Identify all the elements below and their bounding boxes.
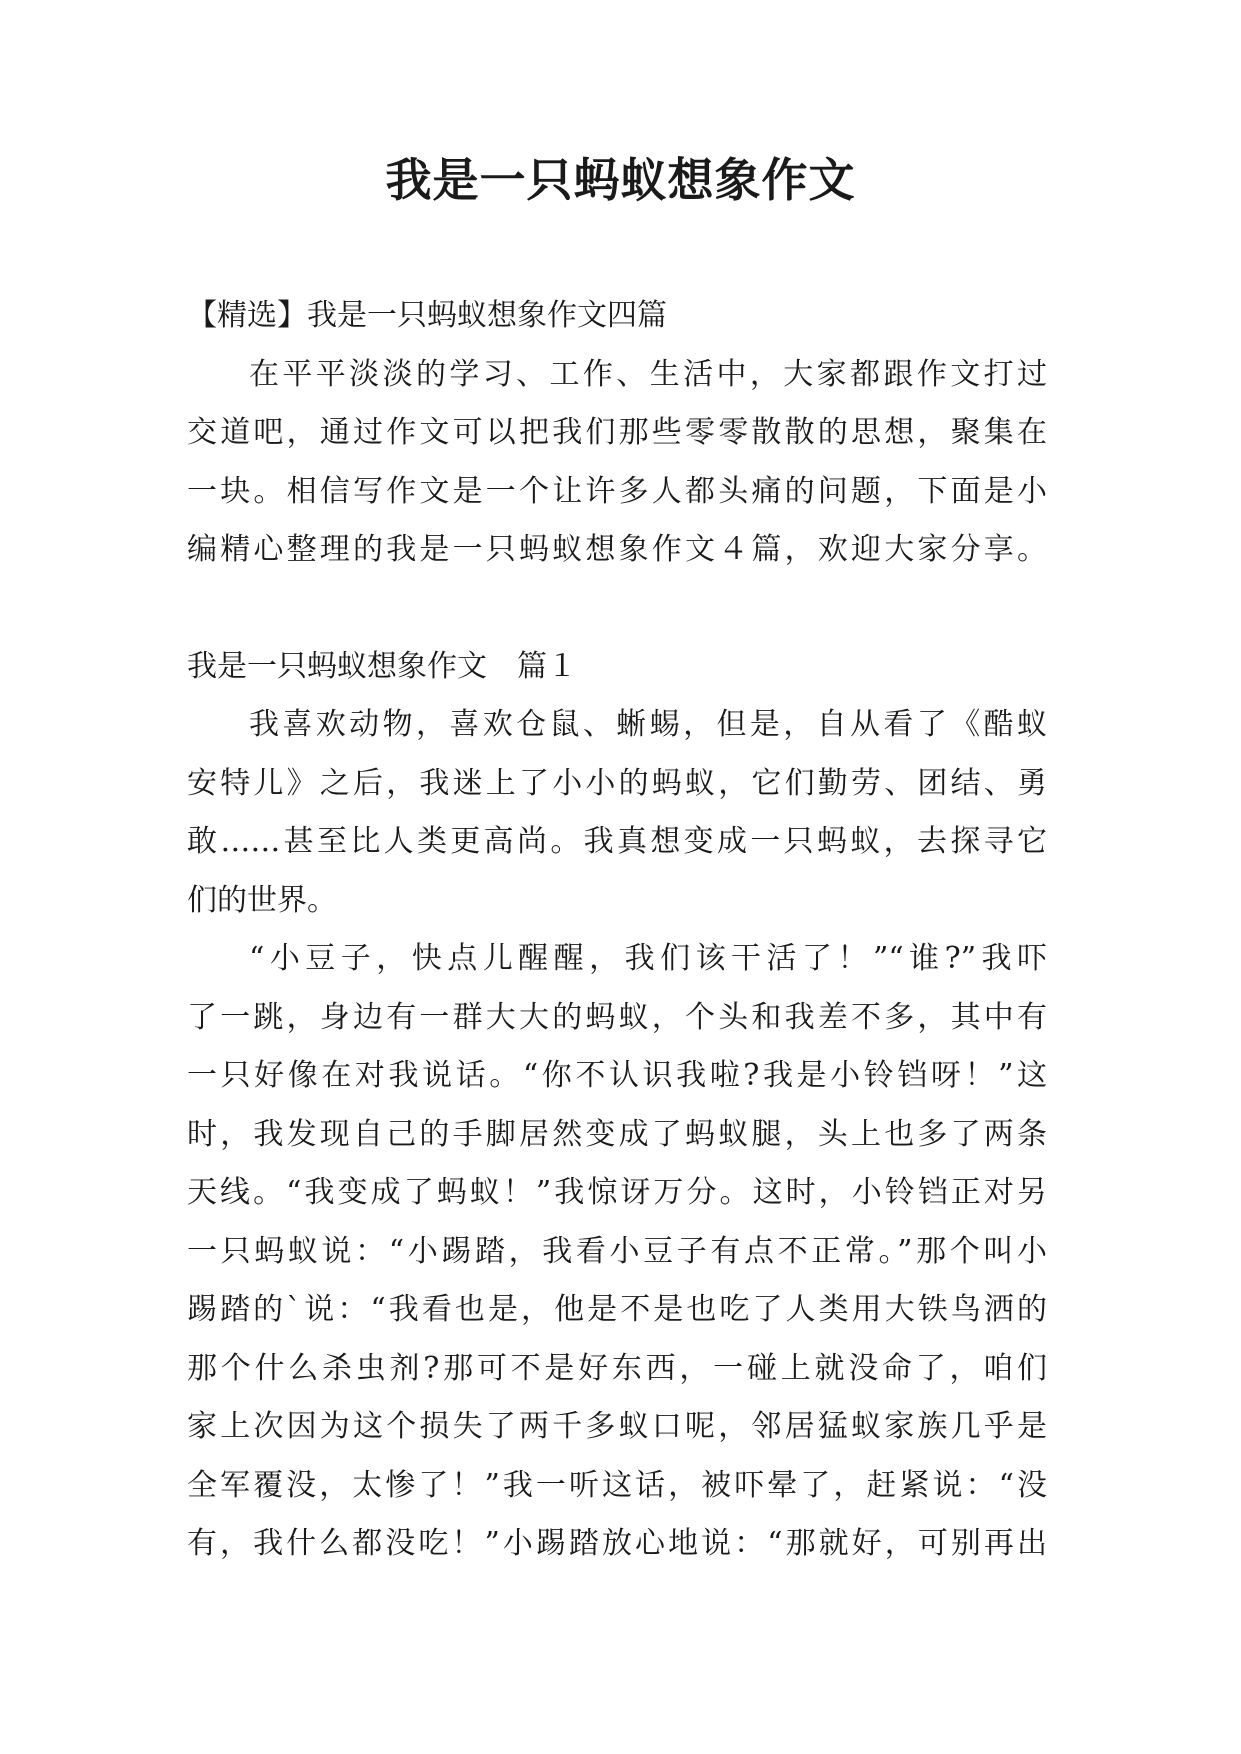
intro-paragraph [187,346,1047,580]
paragraph-line: 那个什么杀虫剂?那可不是好东西，一碰上就没命了，咱们 [187,1350,1047,1386]
paragraph-line: 我喜欢动物，喜欢仓鼠、蜥蜴，但是，自从看了《酷蚁 [249,707,1047,742]
intro-line: 一块。相信写作文是一个让许多人都头痛的问题，下面是小 [187,473,1047,509]
paragraph-line: 全军覆没，太惨了！”我一听这话，被吓晕了，赶紧说：“没 [187,1467,1047,1503]
intro-line: 编精心整理的我是一只蚂蚁想象作文４篇，欢迎大家分享。 [187,532,1047,567]
document-title: 我是一只蚂蚁想象作文 [385,153,856,207]
section1-heading: 我是一只蚂蚁想象作文 篇１ [187,648,577,684]
paragraph-line: “小豆子，快点儿醒醒，我们该干活了！”“谁?”我吓 [249,941,1047,976]
paragraph-line: 们的世界。 [187,882,337,918]
section1-paragraph-2 [187,930,1047,1574]
intro-line: 交道吧，通过作文可以把我们那些零零散散的思想，聚集在 [187,415,1047,450]
section1-paragraph-1 [187,696,1047,930]
paragraph-line: 时，我发现自己的手脚居然变成了蚂蚁腿，头上也多了两条 [187,1116,1047,1152]
paragraph-line: 敢……甚至比人类更高尚。我真想变成一只蚂蚁，去探寻它 [187,824,1047,859]
paragraph-line: 一只好像在对我说话。“你不认识我啦?我是小铃铛呀！”这 [187,1058,1047,1093]
paragraph-line: 一只蚂蚁说：“小踢踏，我看小豆子有点不正常。”那个叫小 [187,1233,1047,1269]
intro-line: 在平平淡淡的学习、工作、生活中，大家都跟作文打过 [249,356,1047,392]
paragraph-line: 了一跳，身边有一群大大的蚂蚁，个头和我差不多，其中有 [187,999,1047,1035]
paragraph-line: 家上次因为这个损失了两千多蚁口呢，邻居猛蚁家族几乎是 [187,1409,1047,1444]
paragraph-line: 天线。“我变成了蚂蚁！”我惊讶万分。这时，小铃铛正对另 [187,1175,1047,1210]
intro-heading: 【精选】我是一只蚂蚁想象作文四篇 [187,298,667,333]
paragraph-line: 踢踏的`说：“我看也是，他是不是也吃了人类用大铁鸟洒的 [187,1292,1047,1327]
paragraph-line: 安特儿》之后，我迷上了小小的蚂蚁，它们勤劳、团结、勇 [187,765,1047,801]
section-spacer [187,580,1047,638]
paragraph-line: 有，我什么都没吃！”小踢踏放心地说：“那就好，可别再出 [187,1526,1047,1561]
document-body [187,287,1047,1574]
